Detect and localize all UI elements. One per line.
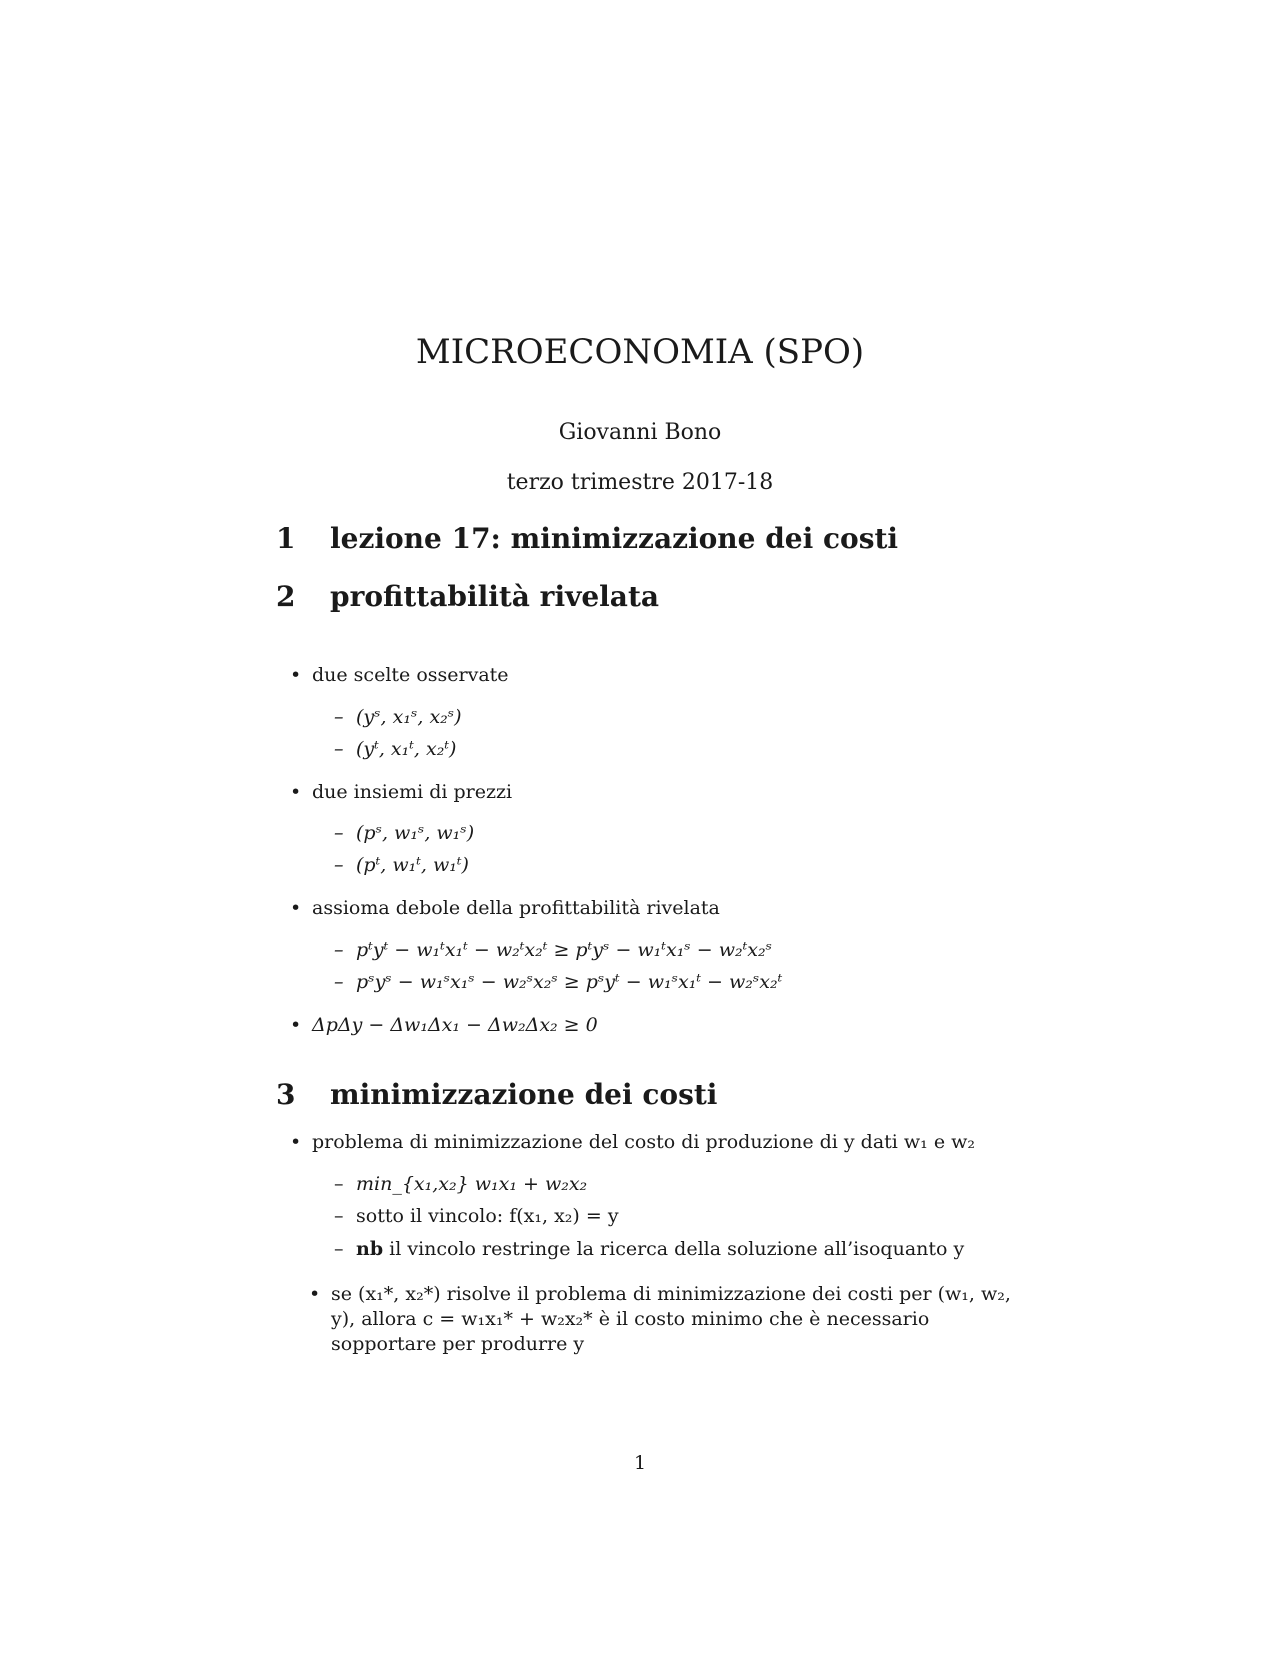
- list-item-text: assioma debole della profittabilità rivelata: [312, 897, 720, 919]
- sub-list-item: [334, 939, 773, 961]
- sub-item-text: il vincolo restringe la ricerca della soluzione all’isoquanto y: [389, 1238, 965, 1260]
- section-title: minimizzazione dei costi: [330, 1078, 718, 1111]
- document-title: MICROECONOMIA (SPO): [415, 332, 865, 372]
- sub-list-item: [334, 1238, 965, 1260]
- list-item-text: problema di minimizzazione del costo di produzione di y dati w₁ e w₂: [312, 1131, 975, 1153]
- list-item-text: due insiemi di prezzi: [312, 781, 513, 803]
- page-number: 1: [633, 1452, 647, 1474]
- section-title: profittabilità rivelata: [330, 580, 660, 613]
- dash-icon: –: [334, 1173, 344, 1195]
- dash-icon: –: [334, 939, 344, 961]
- dash-icon: –: [334, 1205, 344, 1227]
- document-author: Giovanni Bono: [558, 420, 722, 445]
- sub-item-text: (yˢ, x₁ˢ, x₂ˢ): [356, 706, 462, 728]
- section-3-heading: [276, 1078, 717, 1111]
- sub-list-item: [334, 854, 469, 876]
- sub-list-item: [334, 971, 783, 993]
- section-number: 1: [276, 522, 296, 555]
- list-item: [290, 1014, 598, 1036]
- paragraph-text: se (x₁*, x₂*) risolve il problema di minimizzazione dei costi per (w₁, w₂, y), allora c = w₁x₁* + w₂x₂* è il costo minimo che è necessario sopportare per produrre y: [331, 1283, 1011, 1355]
- bullet-icon: •: [290, 897, 302, 919]
- section-number: 3: [276, 1078, 296, 1111]
- list-item: [290, 1131, 975, 1153]
- list-item: [290, 897, 720, 919]
- sub-list-item: [334, 706, 462, 728]
- sub-item-text: pˢyˢ − w₁ˢx₁ˢ − w₂ˢx₂ˢ ≥ pˢyᵗ − w₁ˢx₁ᵗ − w₂ˢx₂ᵗ: [356, 971, 783, 993]
- sub-list-item: [334, 1205, 619, 1227]
- sub-item-text: (yᵗ, x₁ᵗ, x₂ᵗ): [356, 738, 457, 760]
- bullet-icon: •: [309, 1283, 321, 1305]
- list-item-text: due scelte osservate: [312, 664, 509, 686]
- dash-icon: –: [334, 854, 344, 876]
- sub-list-item: [334, 1173, 588, 1195]
- sub-item-text: (pᵗ, w₁ᵗ, w₁ᵗ): [356, 854, 469, 876]
- dash-icon: –: [334, 822, 344, 844]
- bullet-icon: •: [290, 1131, 302, 1153]
- dash-icon: –: [334, 706, 344, 728]
- bullet-icon: •: [290, 1014, 302, 1036]
- nb-label: nb: [356, 1238, 384, 1260]
- section-1-heading: [276, 522, 898, 555]
- document-date: terzo trimestre 2017-18: [506, 470, 774, 495]
- sub-item-text: (pˢ, w₁ˢ, w₁ˢ): [356, 822, 475, 844]
- sub-item-text: sotto il vincolo: f(x₁, x₂) = y: [356, 1205, 619, 1227]
- sub-item-text: min_{x₁,x₂} w₁x₁ + w₂x₂: [356, 1173, 588, 1195]
- dash-icon: –: [334, 738, 344, 760]
- dash-icon: –: [334, 971, 344, 993]
- dash-icon: –: [334, 1238, 344, 1260]
- list-item-text: ΔpΔy − Δw₁Δx₁ − Δw₂Δx₂ ≥ 0: [312, 1014, 598, 1036]
- section-2-heading: [276, 580, 659, 613]
- bullet-icon: •: [290, 664, 302, 686]
- sub-list-item: [334, 738, 457, 760]
- section-title: lezione 17: minimizzazione dei costi: [330, 522, 899, 555]
- section-number: 2: [276, 580, 296, 613]
- bullet-icon: •: [290, 781, 302, 803]
- sub-list-item: [334, 822, 475, 844]
- sub-item-text: pᵗyᵗ − w₁ᵗx₁ᵗ − w₂ᵗx₂ᵗ ≥ pᵗyˢ − w₁ᵗx₁ˢ − w₂ᵗx₂ˢ: [356, 939, 773, 961]
- list-item: [290, 781, 513, 803]
- list-item-paragraph: [309, 1282, 1011, 1357]
- list-item: [290, 664, 509, 686]
